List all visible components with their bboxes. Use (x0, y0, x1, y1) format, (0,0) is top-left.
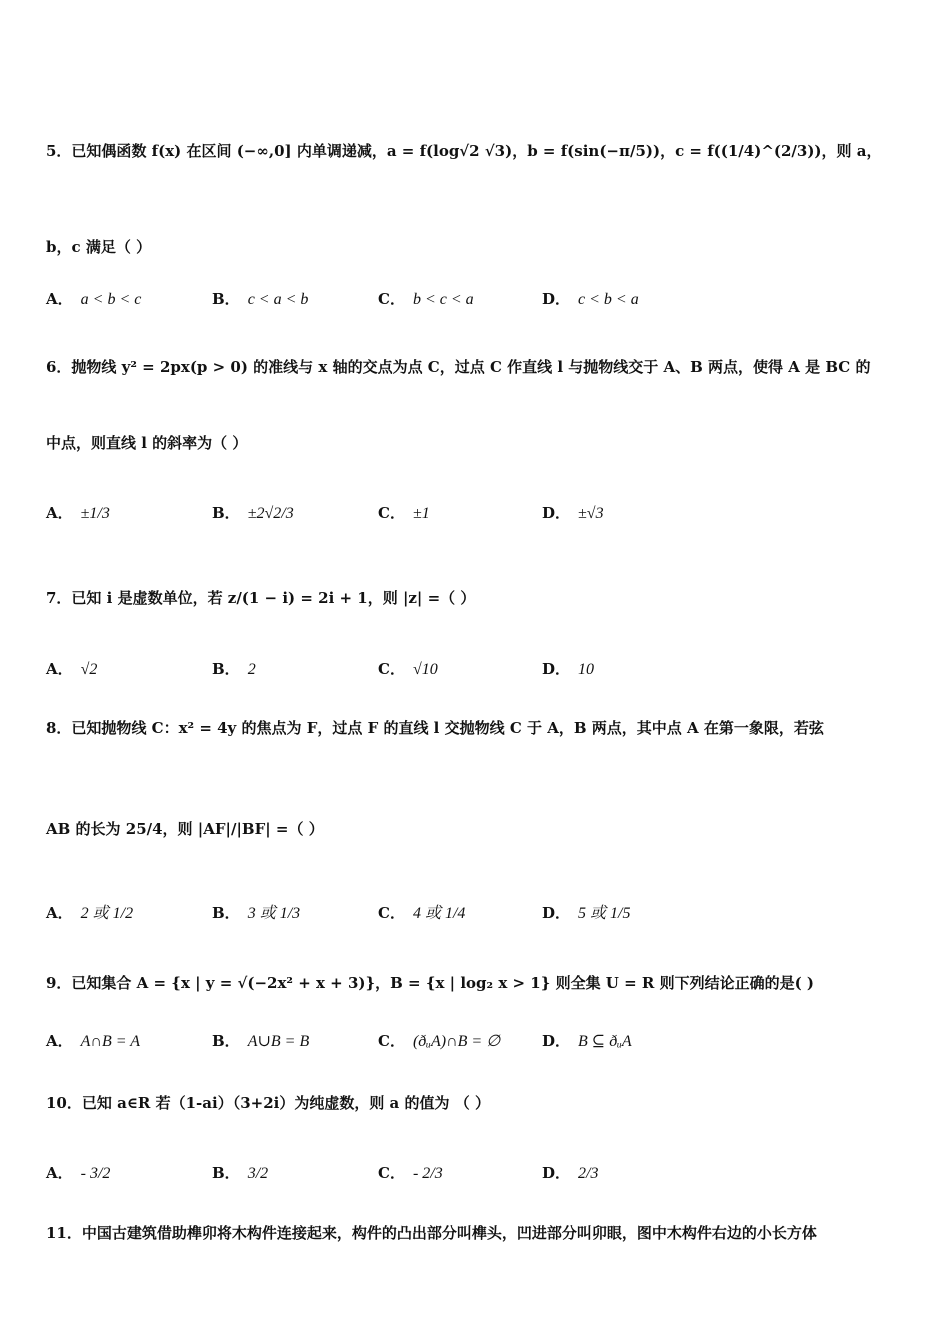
q5-option-b[interactable]: B． c < a < b (212, 290, 309, 308)
q5-options (46, 288, 910, 348)
q5-option-c[interactable]: C． b < c < a (378, 290, 474, 308)
q10-option-a[interactable]: A． - 3/2 (46, 1164, 111, 1182)
q9-option-b[interactable]: B． A∪B = B (212, 1032, 310, 1050)
q6-option-a[interactable]: A． ±1/3 (46, 504, 110, 522)
q5-option-a[interactable]: A． a < b < c (46, 290, 142, 308)
q5-option-d[interactable]: D． c < b < a (542, 290, 639, 308)
q8-stem-line1: 8．已知抛物线 C：x² = 4y 的焦点为 F，过点 F 的直线 l 交抛物线 C 于 A，B 两点，其中点 A 在第一象限，若弦 (46, 719, 824, 737)
q9-option-c[interactable]: C． (ðᵤA)∩B = ∅ (378, 1032, 501, 1050)
q9-option-d[interactable]: D． B ⊆ ðᵤA (542, 1032, 632, 1050)
q8-options (46, 900, 910, 960)
q6-stem-line1: 6．抛物线 y² = 2px(p > 0) 的准线与 x 轴的交点为点 C，过点 C 作直线 l 与抛物线交于 A、B 两点，使得 A 是 BC 的 (46, 358, 871, 376)
q8-stem-line2: AB 的长为 25/4，则 |AF|/|BF| =（ ） (46, 820, 324, 838)
q8-option-d[interactable]: D． 5 或 1/5 (542, 904, 631, 922)
q9-options (46, 1030, 910, 1090)
q9-stem-line1: 9．已知集合 A = {x | y = √(−2x² + x + 3)}，B = {x | log₂ x > 1} 则全集 U = R 则下列结论正确的是( ) (46, 974, 814, 992)
q7-option-c[interactable]: C． √10 (378, 660, 438, 678)
q7-stem-line1: 7．已知 i 是虚数单位，若 z/(1 − i) = 2i + 1，则 |z| =（ ） (46, 589, 476, 607)
q5-stem-line1: 5．已知偶函数 f(x) 在区间 (−∞,0] 内单调递减，a = f(log√2 √3)，b = f(sin(−π/5))，c = f((1/4)^(2/3))，则 a， (46, 142, 882, 160)
q7-option-b[interactable]: B． 2 (212, 660, 256, 678)
q9-option-a[interactable]: A． A∩B = A (46, 1032, 141, 1050)
q6-options (46, 502, 910, 562)
q6-option-d[interactable]: D． ±√3 (542, 504, 604, 522)
q7-option-a[interactable]: A． √2 (46, 660, 98, 678)
q7-options (46, 658, 910, 718)
q8-option-c[interactable]: C． 4 或 1/4 (378, 904, 466, 922)
q10-option-c[interactable]: C． - 2/3 (378, 1164, 443, 1182)
q10-stem-line1: 10．已知 a∈R 若（1-ai）（3+2i）为纯虚数，则 a 的值为 （ ） (46, 1094, 490, 1112)
q7-option-d[interactable]: D． 10 (542, 660, 595, 678)
q6-option-c[interactable]: C． ±1 (378, 504, 430, 522)
q5-stem-line2: b，c 满足（ ） (46, 238, 152, 256)
q6-option-b[interactable]: B． ±2√2/3 (212, 504, 294, 522)
q6-stem-line2: 中点，则直线 l 的斜率为（ ） (46, 434, 248, 452)
q11-stem-line1: 11．中国古建筑借助榫卯将木构件连接起来，构件的凸出部分叫榫头，凹进部分叫卯眼，图中木构件右边的小长方体 (46, 1224, 817, 1242)
q10-options (46, 1162, 910, 1222)
q10-option-b[interactable]: B． 3/2 (212, 1164, 269, 1182)
q8-option-a[interactable]: A． 2 或 1/2 (46, 904, 134, 922)
q8-option-b[interactable]: B． 3 或 1/3 (212, 904, 301, 922)
q10-option-d[interactable]: D． 2/3 (542, 1164, 599, 1182)
